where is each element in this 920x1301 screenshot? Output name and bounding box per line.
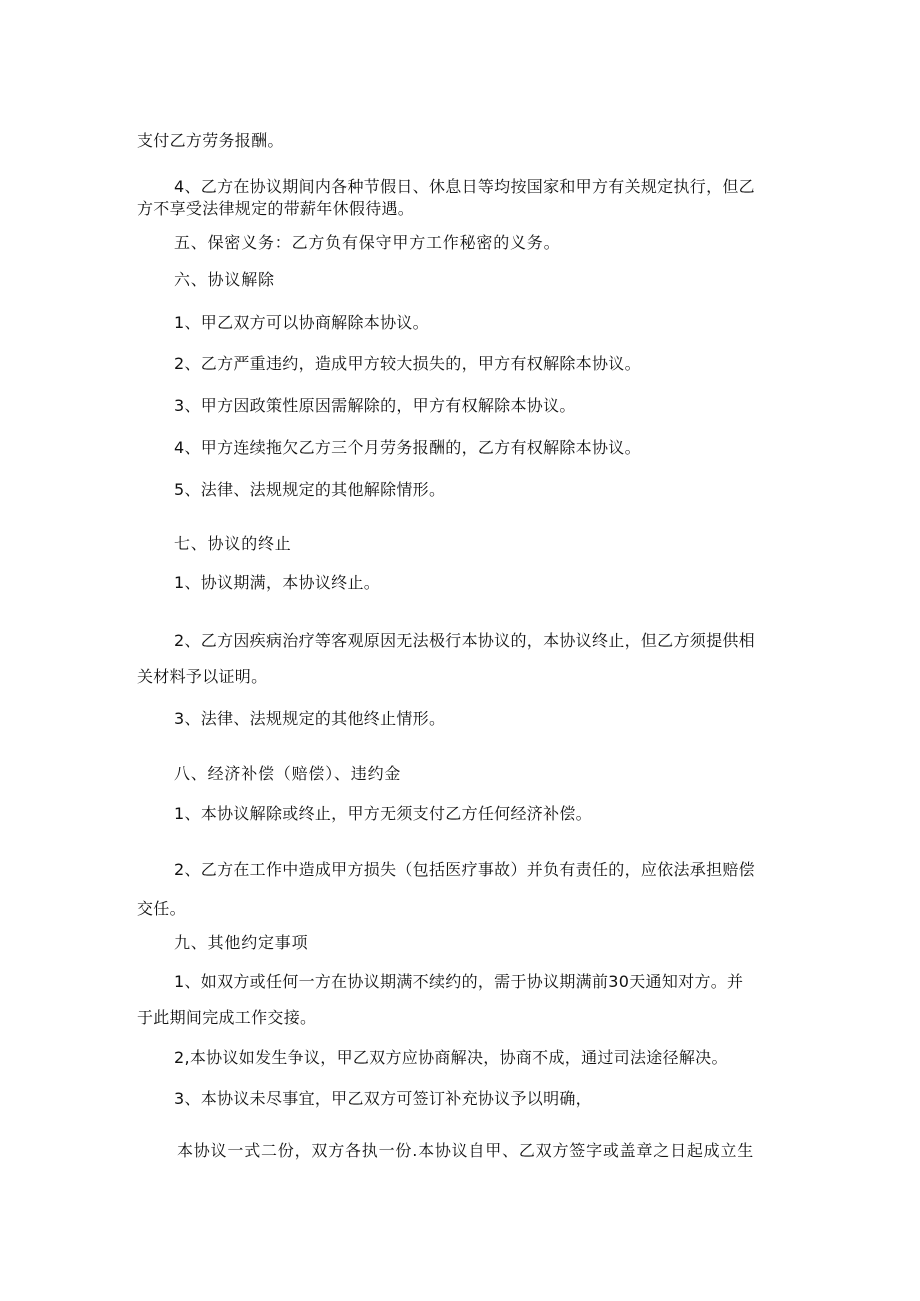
- paragraph-line: 2、乙方因疾病治疗等客观原因无法极行本协议的，本协议终止，但乙方须提供相: [174, 631, 755, 650]
- section-heading: 九、其他约定事项: [174, 933, 309, 952]
- paragraph-line: 支付乙方劳务报酬。: [137, 131, 284, 150]
- paragraph-line: 4、乙方在协议期间内各种节假日、休息日等均按国家和甲方有关规定执行，但乙: [174, 177, 755, 196]
- paragraph-line: 1、如双方或任何一方在协议期满不续约的，需于协议期满前30天通知对方。并: [174, 972, 744, 991]
- paragraph-line: 2、乙方严重违约，造成甲方较大损失的，甲方有权解除本协议。: [174, 354, 641, 373]
- section-heading: 七、协议的终止: [174, 534, 292, 553]
- section-heading: 八、经济补偿（赔偿）、违约金: [174, 764, 402, 783]
- section-heading: 五、保密义务：乙方负有保守甲方工作秘密的义务。: [174, 233, 561, 252]
- paragraph-line: 4、甲方连续拖欠乙方三个月劳务报酬的，乙方有权解除本协议。: [174, 438, 641, 457]
- paragraph-line: 关材料予以证明。: [137, 667, 268, 686]
- paragraph-line: 3、甲方因政策性原因需解除的，甲方有权解除本协议。: [174, 396, 576, 415]
- section-heading: 六、协议解除: [174, 270, 275, 289]
- paragraph-line: 交任。: [137, 899, 186, 918]
- paragraph-line: 3、法律、法规规定的其他终止情形。: [174, 709, 446, 728]
- paragraph-line: 方不享受法律规定的带薪年休假待遇。: [137, 199, 415, 218]
- paragraph-line: 5、法律、法规规定的其他解除情形。: [174, 480, 446, 499]
- paragraph-line: 本协议一式二份，双方各执一份.本协议自甲、乙双方签字或盖章之日起成立生: [177, 1141, 755, 1160]
- paragraph-line: 2、乙方在工作中造成甲方损失（包括医疗事故）并负有责任的，应依法承担赔偿: [174, 860, 755, 879]
- paragraph-line: 1、本协议解除或终止，甲方无须支付乙方任何经济补偿。: [174, 804, 592, 823]
- paragraph-line: 1、协议期满，本协议终止。: [174, 573, 381, 592]
- paragraph-line: 于此期间完成工作交接。: [137, 1008, 317, 1027]
- paragraph-line: 1、甲乙双方可以协商解除本协议。: [174, 313, 429, 332]
- paragraph-line: 2,本协议如发生争议，甲乙双方应协商解决，协商不成，通过司法途径解决。: [174, 1048, 728, 1067]
- paragraph-line: 3、本协议未尽事宜，甲乙双方可签订补充协议予以明确，: [174, 1089, 592, 1108]
